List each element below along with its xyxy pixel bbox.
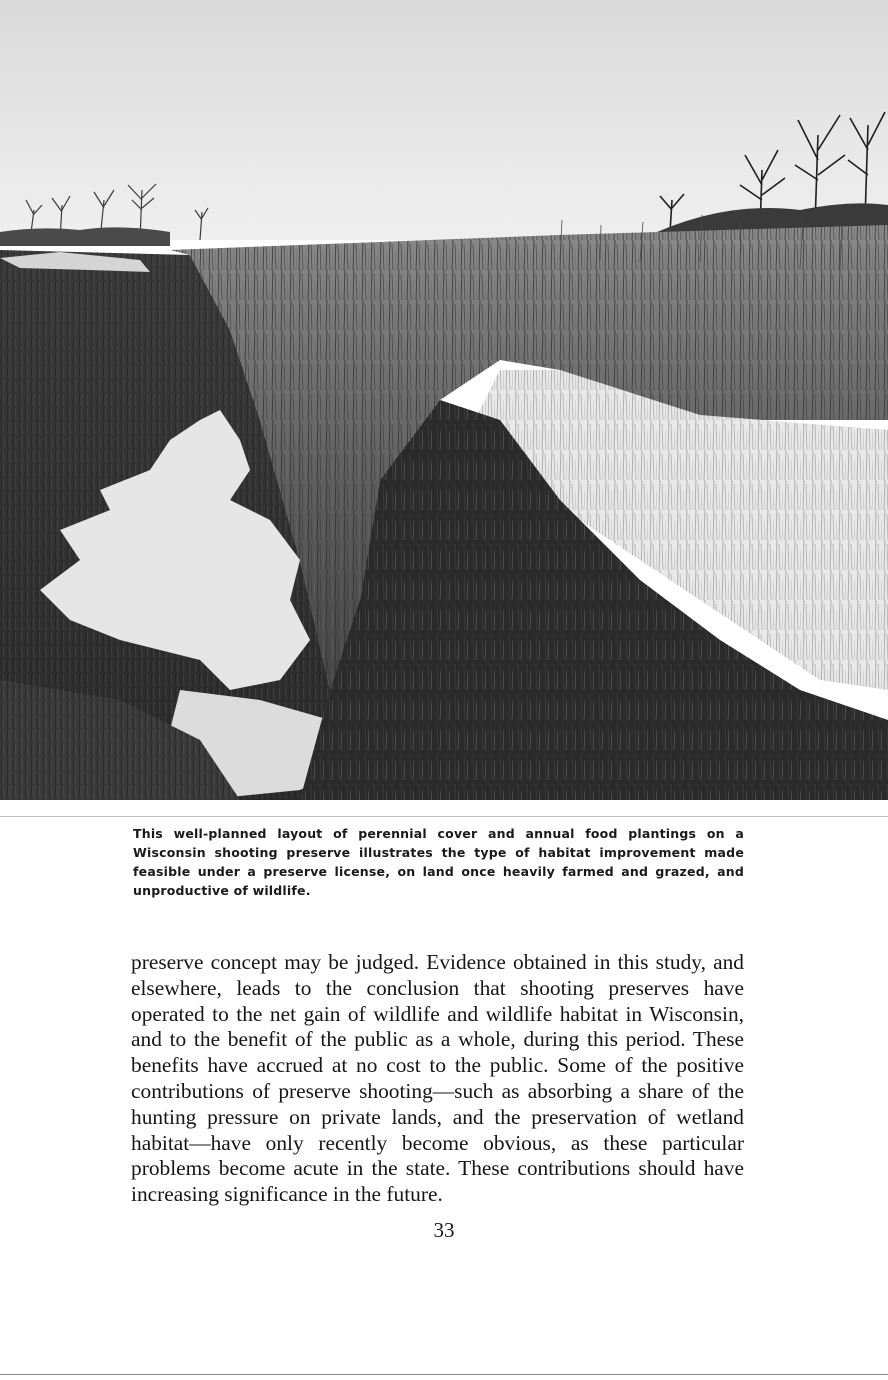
body-paragraph: preserve concept may be judged. Evidence obtained in this study, and elsewhere, leads to the conclusion that shooting preserves have operated to the net gain of wildlife and wildlife habitat in Wisconsin, and to the benefit of the public as a whole, during this period. These benefits have accrued at no cost to the public. Some of the positive contributions of preserve shooting—such as absorbing a share of the hunting pressure on private lands, and the preservation of wetland habitat—have only recently become obvious, as these particular problems become acute in the state. These contributions should have increasing significance in the future. bbox=[131, 950, 744, 1207]
photo-caption: This well-planned layout of perennial cover and annual food plantings on a Wisconsin shooting preserve illustrates the type of habitat improvement made feasible under a preserve license, on land once heavily farmed and grazed, and unproductive of wildlife. bbox=[133, 826, 744, 898]
photo-bottom-rule bbox=[0, 816, 888, 817]
page-bottom-rule bbox=[0, 1374, 888, 1375]
page-number: 33 bbox=[433, 1218, 455, 1242]
